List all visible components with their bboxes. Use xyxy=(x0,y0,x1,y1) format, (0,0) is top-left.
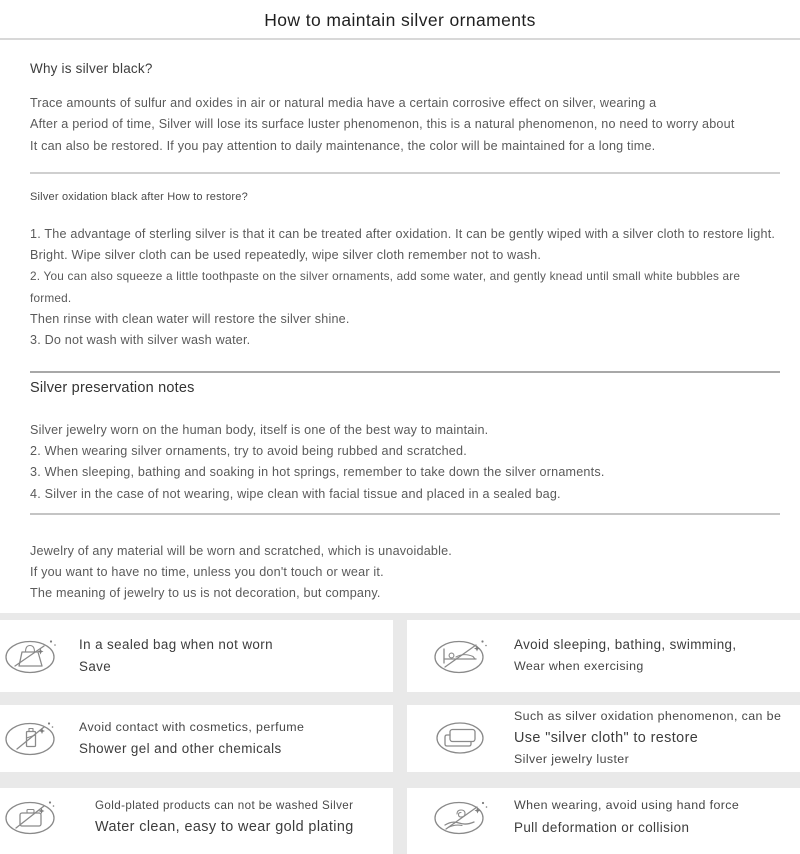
section-divider xyxy=(30,513,780,515)
body-line: Jewelry of any material will be worn and scratched, which is unavoidable. xyxy=(30,543,452,558)
section-heading: Silver preservation notes xyxy=(30,379,195,396)
body-line: Then rinse with clean water will restore the silver shine. xyxy=(30,312,350,327)
body-line: 1. The advantage of sterling silver is that it can be treated after oxidation. It can be gently wiped with a silver cloth to restore light. xyxy=(30,226,776,241)
no-washing-icon xyxy=(4,798,60,836)
section-heading: Why is silver black? xyxy=(30,61,153,76)
card-line: Pull deformation or collision xyxy=(514,819,690,835)
card-line: In a sealed bag when not worn xyxy=(79,637,273,653)
body-line: 3. When sleeping, bathing and soaking in hot springs, remember to take down the silver ornaments. xyxy=(30,465,605,480)
card-line: Avoid contact with cosmetics, perfume xyxy=(79,719,305,734)
body-line: After a period of time, Silver will lose its surface luster phenomenon, this is a natural phenomenon, no need to worry about xyxy=(30,117,735,132)
card-line: Such as silver oxidation phenomenon, can be xyxy=(514,709,782,723)
care-card-sealed-bag xyxy=(0,620,393,692)
body-line: 4. Silver in the case of not wearing, wipe clean with facial tissue and placed in a sealed bag. xyxy=(30,486,561,501)
no-sleeping-icon xyxy=(433,637,489,675)
section-divider xyxy=(30,172,780,174)
page-title: How to maintain silver ornaments xyxy=(264,10,536,30)
care-card-no-hand-force xyxy=(407,788,800,854)
card-row xyxy=(0,788,800,854)
care-tips-grid xyxy=(0,613,800,854)
section-preservation-notes xyxy=(30,380,780,505)
section-heading: Silver oxidation black after How to restore? xyxy=(30,190,248,203)
card-line: Shower gel and other chemicals xyxy=(79,741,282,757)
card-row xyxy=(0,620,800,692)
body-line: Trace amounts of sulfur and oxides in air or natural media have a certain corrosive effect on silver, wearing a xyxy=(30,96,657,110)
body-line: 2. You can also squeeze a little toothpaste on the silver ornaments, add some water, and gently knead until small white bubbles are formed. xyxy=(30,269,741,305)
no-hand-force-icon xyxy=(433,798,489,836)
card-row xyxy=(0,705,800,772)
body-line: 2. When wearing silver ornaments, try to avoid being rubbed and scratched. xyxy=(30,443,467,458)
section-why-silver-black xyxy=(30,61,780,157)
body-line: Bright. Wipe silver cloth can be used repeatedly, wipe silver cloth remember not to wash. xyxy=(30,248,542,263)
no-cosmetics-icon xyxy=(4,719,60,757)
care-card-silver-cloth xyxy=(407,705,800,772)
card-line: Wear when exercising xyxy=(514,658,644,673)
body-line: It can also be restored. If you pay attention to daily maintenance, the color will be maintained for a long time. xyxy=(30,138,656,153)
care-card-no-washing xyxy=(0,788,393,854)
silver-cloth-icon xyxy=(433,719,489,757)
body-line: The meaning of jewelry to us is not decoration, but company. xyxy=(30,586,381,601)
care-card-no-sleeping xyxy=(407,620,800,692)
care-card-no-cosmetics xyxy=(0,705,393,772)
section-divider xyxy=(30,371,780,373)
card-line: Save xyxy=(79,658,112,674)
section-how-to-restore xyxy=(30,191,780,352)
card-line: Gold-plated products can not be washed Silver xyxy=(95,799,354,813)
body-line: 3. Do not wash with silver wash water. xyxy=(30,333,251,348)
card-line: When wearing, avoid using hand force xyxy=(514,798,740,813)
title-bar xyxy=(0,0,800,40)
card-line: Water clean, easy to wear gold plating xyxy=(95,818,354,835)
content-area xyxy=(0,61,800,605)
card-line: Use "silver cloth" to restore xyxy=(514,729,699,746)
card-line: Silver jewelry luster xyxy=(514,752,630,766)
card-line: Avoid sleeping, bathing, swimming, xyxy=(514,637,737,653)
body-line: Silver jewelry worn on the human body, itself is one of the best way to maintain. xyxy=(30,422,489,437)
section-philosophy xyxy=(30,541,780,605)
body-line: If you want to have no time, unless you don't touch or wear it. xyxy=(30,565,384,580)
sealed-bag-icon xyxy=(4,637,60,675)
